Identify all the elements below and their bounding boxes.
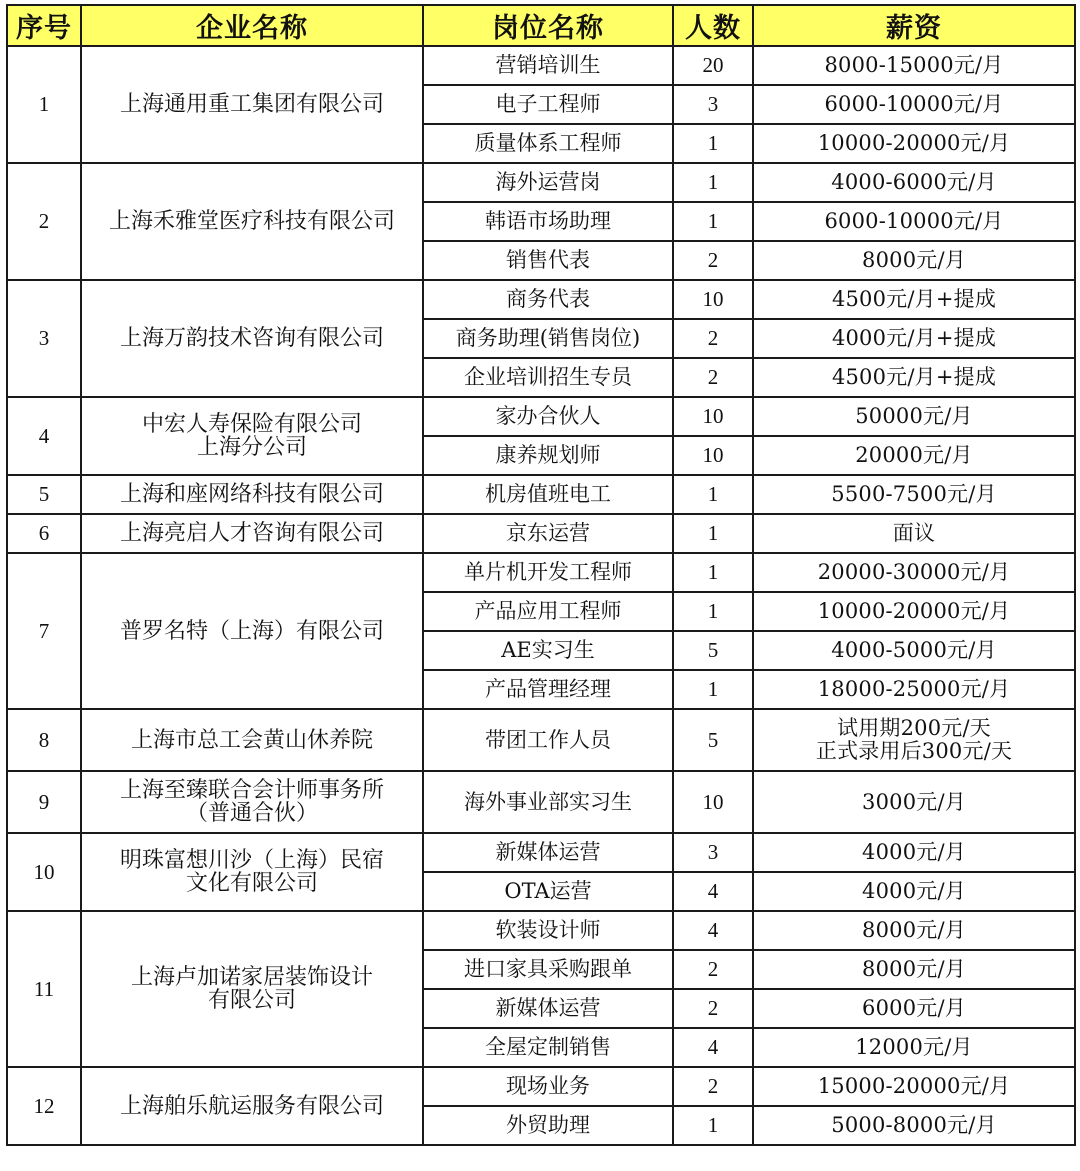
company-name-line: 上海通用重工集团有限公司: [119, 92, 384, 117]
company-name: [81, 280, 423, 397]
salary-line: 15000-20000元/月: [817, 1074, 1011, 1098]
position-name: 商务助理(销售岗位): [423, 319, 673, 358]
headcount: 2: [673, 989, 753, 1028]
headcount: 10: [673, 436, 753, 475]
company-name-line: 有限公司: [207, 988, 296, 1013]
headcount: 5: [673, 709, 753, 771]
table-row: [7, 514, 1075, 553]
table-row: [7, 553, 1075, 592]
salary: [753, 436, 1075, 475]
table-row: [7, 833, 1075, 872]
company-name: [81, 709, 423, 771]
row-index: 2: [7, 163, 81, 280]
position-name: 电子工程师: [423, 85, 673, 124]
salary-line: 面议: [892, 521, 936, 545]
position-name: OTA运营: [423, 872, 673, 911]
salary-line: 6000元/月: [862, 996, 966, 1020]
salary: [753, 397, 1075, 436]
salary: [753, 872, 1075, 911]
salary: [753, 1106, 1075, 1145]
salary: [753, 592, 1075, 631]
salary: [753, 358, 1075, 397]
position-name: 商务代表: [423, 280, 673, 319]
row-index: 10: [7, 833, 81, 911]
salary: [753, 241, 1075, 280]
company-name-line: 上海市总工会黄山休养院: [130, 727, 373, 753]
row-index: 11: [7, 911, 81, 1067]
company-name-line: 上海万韵技术咨询有限公司: [119, 326, 384, 351]
company-name: [81, 163, 423, 280]
header-company: 企业名称: [81, 5, 423, 46]
header-row: [7, 5, 1075, 46]
company-name: [81, 1067, 423, 1145]
salary: [753, 833, 1075, 872]
row-index: 5: [7, 475, 81, 514]
salary: [753, 1067, 1075, 1106]
salary-line: 正式录用后300元/天: [815, 739, 1013, 763]
salary: [753, 475, 1075, 514]
position-name: AE实习生: [423, 631, 673, 670]
salary-line: 5000-8000元/月: [831, 1113, 997, 1137]
company-name: [81, 475, 423, 514]
position-name: 单片机开发工程师: [423, 553, 673, 592]
position-name: 进口家具采购跟单: [423, 950, 673, 989]
headcount: 1: [673, 592, 753, 631]
position-name: 海外运营岗: [423, 163, 673, 202]
headcount: 4: [673, 1028, 753, 1067]
salary-line: 12000元/月: [855, 1035, 973, 1059]
salary-line: 试用期200元/天: [837, 716, 991, 740]
position-name: 新媒体运营: [423, 989, 673, 1028]
table-row: [7, 1067, 1075, 1106]
position-name: 企业培训招生专员: [423, 358, 673, 397]
headcount: 10: [673, 280, 753, 319]
position-name: 外贸助理: [423, 1106, 673, 1145]
header-index: 序号: [7, 5, 81, 46]
headcount: 5: [673, 631, 753, 670]
position-name: 京东运营: [423, 514, 673, 553]
job-listing-table: [6, 4, 1076, 1146]
company-name: [81, 397, 423, 475]
position-name: 销售代表: [423, 241, 673, 280]
headcount: 1: [673, 475, 753, 514]
salary: [753, 670, 1075, 709]
headcount: 1: [673, 1106, 753, 1145]
table-row: [7, 911, 1075, 950]
salary: [753, 709, 1075, 771]
salary-line: 10000-20000元/月: [817, 131, 1011, 155]
position-name: 质量体系工程师: [423, 124, 673, 163]
position-name: 软装设计师: [423, 911, 673, 950]
row-index: 6: [7, 514, 81, 553]
headcount: 3: [673, 833, 753, 872]
position-name: 现场业务: [423, 1067, 673, 1106]
headcount: 3: [673, 85, 753, 124]
company-name: [81, 553, 423, 709]
position-name: 产品应用工程师: [423, 592, 673, 631]
table-row: [7, 280, 1075, 319]
company-name-line: 上海禾雅堂医疗科技有限公司: [108, 209, 395, 234]
company-name: [81, 771, 423, 833]
salary-line: 8000元/月: [862, 248, 966, 272]
salary: [753, 319, 1075, 358]
table-row: [7, 397, 1075, 436]
salary-line: 6000-10000元/月: [824, 92, 1004, 116]
position-name: 家办合伙人: [423, 397, 673, 436]
row-index: 9: [7, 771, 81, 833]
row-index: 1: [7, 46, 81, 163]
company-name-line: 上海亮启人才咨询有限公司: [119, 521, 384, 546]
salary: [753, 124, 1075, 163]
salary-line: 10000-20000元/月: [817, 599, 1011, 623]
headcount: 1: [673, 202, 753, 241]
table-row: [7, 771, 1075, 833]
salary-line: 8000元/月: [862, 918, 966, 942]
headcount: 4: [673, 872, 753, 911]
company-name: [81, 911, 423, 1067]
salary-line: 4000元/月: [862, 879, 966, 903]
company-name: [81, 833, 423, 911]
table-body: [7, 46, 1075, 1145]
headcount: 2: [673, 1067, 753, 1106]
salary: [753, 163, 1075, 202]
company-name-line: 上海卢加诺家居装饰设计: [130, 965, 373, 990]
headcount: 1: [673, 553, 753, 592]
headcount: 10: [673, 771, 753, 833]
headcount: 2: [673, 241, 753, 280]
salary: [753, 1028, 1075, 1067]
salary-line: 18000-25000元/月: [817, 677, 1011, 701]
position-name: 营销培训生: [423, 46, 673, 85]
row-index: 7: [7, 553, 81, 709]
salary-line: 4500元/月+提成: [831, 287, 997, 311]
company-name-line: 上海至臻联合会计师事务所: [119, 778, 384, 803]
salary-line: 8000-15000元/月: [824, 53, 1004, 77]
headcount: 20: [673, 46, 753, 85]
headcount: 1: [673, 514, 753, 553]
position-name: 带团工作人员: [423, 709, 673, 771]
row-index: 8: [7, 709, 81, 771]
headcount: 2: [673, 358, 753, 397]
table-row: [7, 46, 1075, 85]
headcount: 1: [673, 163, 753, 202]
salary: [753, 46, 1075, 85]
salary: [753, 514, 1075, 553]
company-name-line: 上海舶乐航运服务有限公司: [119, 1093, 384, 1119]
salary-line: 20000-30000元/月: [817, 560, 1011, 584]
salary: [753, 911, 1075, 950]
position-name: 机房值班电工: [423, 475, 673, 514]
header-salary: 薪资: [753, 5, 1075, 46]
position-name: 海外事业部实习生: [423, 771, 673, 833]
position-name: 产品管理经理: [423, 670, 673, 709]
headcount: 4: [673, 911, 753, 950]
salary-line: 4000-5000元/月: [831, 638, 997, 662]
salary: [753, 202, 1075, 241]
position-name: 康养规划师: [423, 436, 673, 475]
company-name-line: 上海和座网络科技有限公司: [119, 482, 384, 507]
table-row: [7, 475, 1075, 514]
company-name-line: 普罗名特（上海）有限公司: [119, 618, 384, 644]
company-name: [81, 46, 423, 163]
salary: [753, 989, 1075, 1028]
salary-line: 4000-6000元/月: [831, 170, 997, 194]
headcount: 10: [673, 397, 753, 436]
row-index: 3: [7, 280, 81, 397]
salary-line: 4000元/月: [862, 840, 966, 864]
salary: [753, 950, 1075, 989]
position-name: 全屋定制销售: [423, 1028, 673, 1067]
headcount: 1: [673, 124, 753, 163]
position-name: 韩语市场助理: [423, 202, 673, 241]
headcount: 1: [673, 670, 753, 709]
salary: [753, 280, 1075, 319]
company-name-line: 文化有限公司: [185, 871, 318, 896]
header-position: 岗位名称: [423, 5, 673, 46]
table-row: [7, 163, 1075, 202]
company-name-line: 中宏人寿保险有限公司: [141, 412, 362, 437]
company-name-line: 上海分公司: [196, 435, 307, 460]
job-listing-table-container: [6, 4, 1076, 1146]
salary: [753, 631, 1075, 670]
company-name-line: （普通合伙）: [185, 801, 318, 826]
salary-line: 4500元/月+提成: [831, 365, 997, 389]
headcount: 2: [673, 950, 753, 989]
salary-line: 6000-10000元/月: [824, 209, 1004, 233]
table-row: [7, 709, 1075, 771]
salary-line: 5500-7500元/月: [831, 482, 997, 506]
salary-line: 8000元/月: [862, 957, 966, 981]
row-index: 4: [7, 397, 81, 475]
salary-line: 3000元/月: [862, 789, 966, 814]
salary: [753, 85, 1075, 124]
company-name-line: 明珠富想川沙（上海）民宿: [119, 848, 384, 873]
header-count: 人数: [673, 5, 753, 46]
company-name: [81, 514, 423, 553]
row-index: 12: [7, 1067, 81, 1145]
salary-line: 20000元/月: [855, 443, 973, 467]
headcount: 2: [673, 319, 753, 358]
salary: [753, 553, 1075, 592]
salary-line: 50000元/月: [855, 404, 973, 428]
position-name: 新媒体运营: [423, 833, 673, 872]
salary-line: 4000元/月+提成: [831, 326, 997, 350]
salary: [753, 771, 1075, 833]
